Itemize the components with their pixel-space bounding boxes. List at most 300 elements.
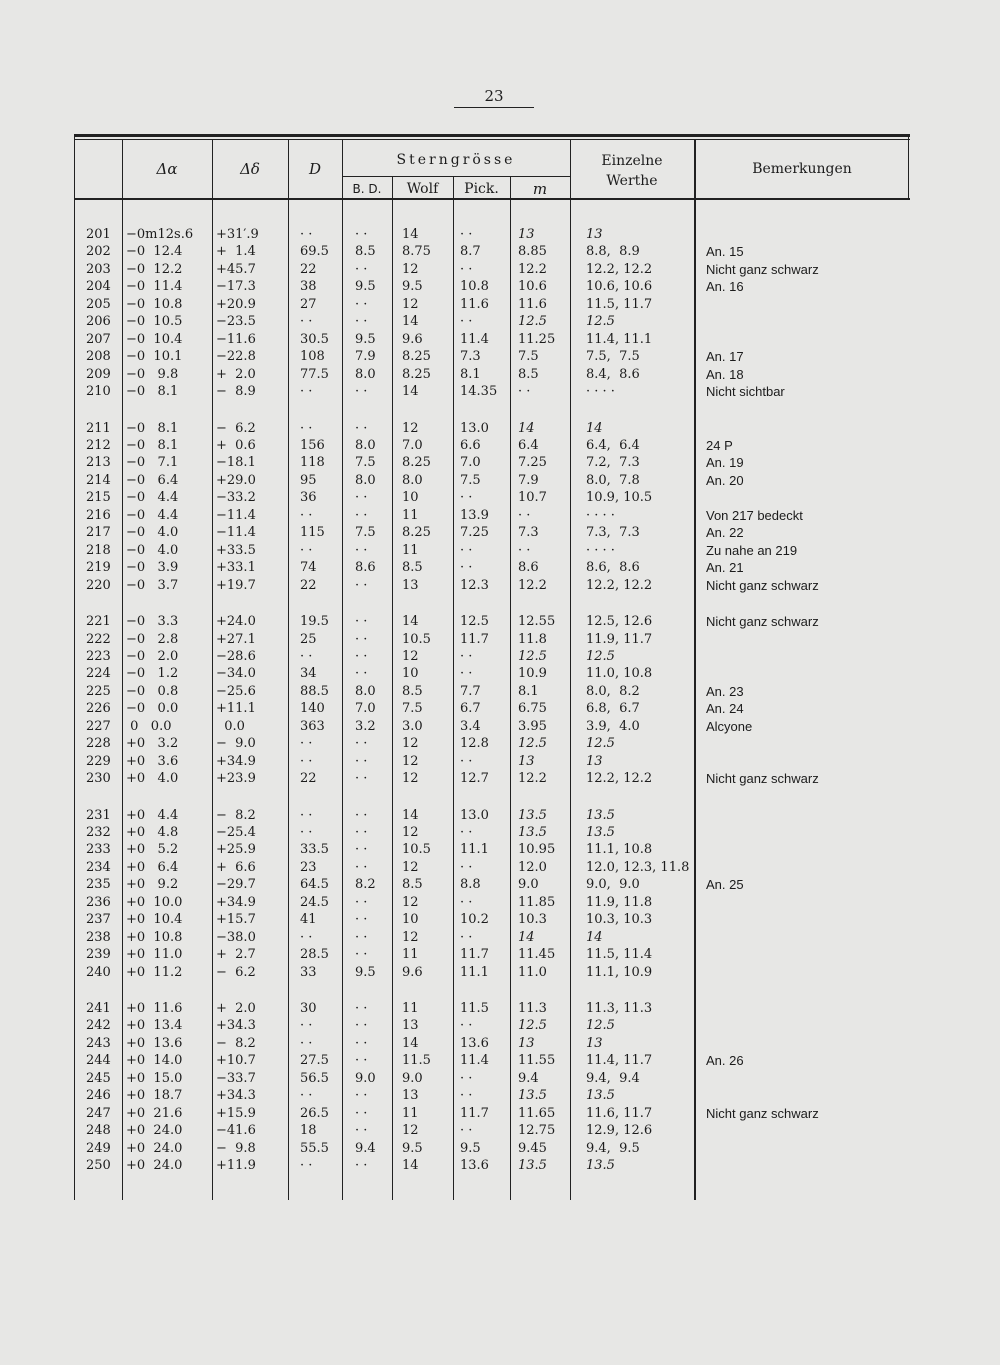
cell-mean-magnitude: 11.25	[518, 331, 556, 347]
cell-single-values: 14	[586, 929, 603, 945]
cell-row-number: 214	[86, 472, 111, 488]
cell-row-number: 235	[86, 877, 111, 893]
cell-bd-magnitude: 9.5	[355, 964, 376, 980]
cell-bd-magnitude: · ·	[355, 1105, 368, 1121]
cell-row-number: 216	[86, 507, 111, 523]
table-row	[74, 226, 910, 243]
cell-delta-delta: −33.7	[216, 1070, 256, 1086]
cell-delta-delta: −38.0	[216, 929, 256, 945]
cell-delta-delta: −11.6	[216, 331, 256, 347]
cell-wolf-magnitude: 8.5	[402, 877, 423, 893]
cell-single-values: 8.0, 7.8	[586, 472, 640, 488]
cell-bd-magnitude: · ·	[355, 490, 368, 506]
cell-wolf-magnitude: 14	[402, 384, 419, 399]
cell-pick-magnitude: · ·	[460, 261, 473, 277]
cell-distance: · ·	[300, 736, 313, 752]
table-row	[74, 348, 910, 365]
cell-pick-magnitude: 10.2	[460, 912, 489, 928]
cell-delta-delta: +34.9	[216, 894, 256, 910]
cell-distance: 18	[300, 1123, 317, 1139]
cell-distance: 34	[300, 666, 317, 682]
table-row	[74, 735, 910, 752]
cell-distance: 115	[300, 525, 325, 541]
cell-bd-magnitude: · ·	[355, 771, 368, 786]
cell-wolf-magnitude: 12	[402, 859, 419, 875]
cell-delta-alpha: +0 3.6	[126, 753, 179, 769]
cell-distance: 30.5	[300, 331, 329, 347]
header-sterngroesse: Sterngrösse	[396, 152, 516, 168]
cell-pick-magnitude: · ·	[460, 1123, 473, 1139]
cell-bd-magnitude: 9.4	[355, 1140, 376, 1156]
cell-row-number: 228	[86, 736, 111, 752]
cell-single-values: 11.5, 11.4	[586, 947, 653, 963]
cell-delta-delta: +34.9	[216, 753, 256, 769]
table-row	[74, 331, 910, 348]
cell-mean-magnitude: 13.5	[518, 824, 547, 840]
cell-wolf-magnitude: 12	[402, 824, 419, 840]
cell-pick-magnitude: · ·	[460, 753, 473, 769]
cell-single-values: 12.5	[586, 1018, 615, 1034]
cell-remark: An. 24	[706, 701, 744, 717]
table-row	[74, 313, 910, 330]
cell-single-values: 12.5	[586, 736, 615, 752]
cell-pick-magnitude: 6.7	[460, 701, 481, 717]
cell-bd-magnitude: · ·	[355, 1053, 368, 1069]
cell-bd-magnitude: · ·	[355, 894, 368, 910]
cell-wolf-magnitude: 9.6	[402, 331, 423, 347]
cell-mean-magnitude: 13	[518, 753, 535, 769]
cell-delta-alpha: −0 6.4	[126, 472, 179, 488]
cell-mean-magnitude: 11.85	[518, 894, 556, 910]
cell-bd-magnitude: 8.0	[355, 472, 376, 488]
cell-remark: Von 217 bedeckt	[706, 507, 803, 523]
cell-mean-magnitude: 13	[518, 227, 535, 242]
cell-delta-alpha: −0 12.2	[126, 261, 183, 277]
cell-distance: · ·	[300, 1088, 313, 1104]
cell-distance: 55.5	[300, 1140, 329, 1156]
cell-distance: 33	[300, 964, 317, 980]
cell-delta-delta: −22.8	[216, 349, 256, 365]
cell-delta-delta: +15.9	[216, 1105, 256, 1121]
cell-row-number: 226	[86, 701, 111, 717]
cell-bd-magnitude: 8.6	[355, 560, 376, 576]
cell-single-values: · · · ·	[586, 384, 615, 399]
table-row	[74, 507, 910, 524]
table-row	[74, 700, 910, 717]
cell-mean-magnitude: 6.75	[518, 701, 547, 717]
cell-mean-magnitude: · ·	[518, 507, 531, 523]
cell-row-number: 249	[86, 1140, 111, 1156]
cell-row-number: 219	[86, 560, 111, 576]
cell-pick-magnitude: 11.1	[460, 842, 489, 858]
cell-delta-alpha: −0 4.0	[126, 542, 179, 558]
cell-delta-delta: − 8.2	[216, 807, 256, 823]
cell-bd-magnitude: · ·	[355, 631, 368, 647]
cell-delta-alpha: +0 13.6	[126, 1035, 183, 1051]
cell-delta-alpha: +0 18.7	[126, 1088, 183, 1104]
table-row	[74, 383, 910, 400]
cell-delta-alpha: −0 1.2	[126, 666, 179, 682]
cell-pick-magnitude: 13.6	[460, 1035, 489, 1051]
cell-distance: 30	[300, 1001, 317, 1016]
cell-row-number: 202	[86, 244, 111, 260]
cell-row-number: 245	[86, 1070, 111, 1086]
cell-distance: 33.5	[300, 842, 329, 858]
cell-distance: 28.5	[300, 947, 329, 963]
table-row	[74, 946, 910, 963]
cell-delta-delta: +11.9	[216, 1158, 256, 1173]
cell-bd-magnitude: · ·	[355, 577, 368, 593]
cell-wolf-magnitude: 7.0	[402, 437, 423, 453]
cell-pick-magnitude: 11.7	[460, 1105, 489, 1121]
cell-remark: An. 23	[706, 683, 744, 699]
cell-bd-magnitude: 7.5	[355, 455, 376, 471]
cell-delta-delta: 0.0	[216, 718, 245, 734]
cell-distance: 23	[300, 859, 317, 875]
cell-single-values: 12.5, 12.6	[586, 614, 653, 629]
table-row	[74, 807, 910, 824]
cell-single-values: 11.9, 11.7	[586, 631, 653, 647]
cell-remark: Zu nahe an 219	[706, 542, 798, 558]
cell-wolf-magnitude: 12	[402, 736, 419, 752]
cell-bd-magnitude: · ·	[355, 807, 368, 823]
cell-bd-magnitude: · ·	[355, 261, 368, 277]
cell-delta-alpha: −0 0.0	[126, 701, 179, 717]
cell-single-values: · · · ·	[586, 542, 615, 558]
header-m: m	[532, 180, 548, 198]
header-werthe: Werthe	[606, 173, 658, 189]
table-row	[74, 859, 910, 876]
cell-row-number: 236	[86, 894, 111, 910]
cell-delta-alpha: +0 24.0	[126, 1123, 183, 1139]
cell-pick-magnitude: 11.4	[460, 1053, 489, 1069]
cell-single-values: 12.2, 12.2	[586, 261, 653, 277]
cell-delta-alpha: +0 4.0	[126, 771, 179, 786]
cell-wolf-magnitude: 14	[402, 1158, 419, 1173]
cell-mean-magnitude: 12.2	[518, 261, 547, 277]
cell-delta-delta: +33.5	[216, 542, 256, 558]
cell-bd-magnitude: · ·	[355, 314, 368, 330]
cell-distance: 77.5	[300, 366, 329, 382]
cell-wolf-magnitude: 8.25	[402, 525, 431, 541]
table-row	[74, 542, 910, 559]
cell-distance: 36	[300, 490, 317, 506]
cell-wolf-magnitude: 11	[402, 1105, 419, 1121]
cell-mean-magnitude: 13.5	[518, 1088, 547, 1104]
cell-distance: · ·	[300, 314, 313, 330]
table-row	[74, 1087, 910, 1104]
cell-delta-delta: −25.4	[216, 824, 256, 840]
table-row	[74, 911, 910, 928]
cell-delta-alpha: −0 2.8	[126, 631, 179, 647]
cell-bd-magnitude: · ·	[355, 859, 368, 875]
cell-distance: 24.5	[300, 894, 329, 910]
cell-delta-delta: +29.0	[216, 472, 256, 488]
cell-delta-delta: −28.6	[216, 648, 256, 664]
cell-distance: · ·	[300, 753, 313, 769]
cell-single-values: 13	[586, 753, 603, 769]
cell-delta-delta: +19.7	[216, 577, 256, 593]
cell-distance: · ·	[300, 227, 313, 242]
cell-row-number: 232	[86, 824, 111, 840]
cell-distance: 22	[300, 577, 317, 593]
cell-single-values: 9.0, 9.0	[586, 877, 640, 893]
cell-single-values: 12.2, 12.2	[586, 577, 653, 593]
col-divider	[908, 134, 909, 200]
cell-bd-magnitude: 8.2	[355, 877, 376, 893]
cell-row-number: 206	[86, 314, 111, 330]
cell-delta-alpha: −0 8.1	[126, 384, 179, 399]
cell-pick-magnitude: 13.9	[460, 507, 489, 523]
cell-single-values: 11.5, 11.7	[586, 296, 653, 312]
cell-distance: 38	[300, 279, 317, 295]
table-row	[74, 770, 910, 787]
cell-delta-delta: +34.3	[216, 1018, 256, 1034]
cell-pick-magnitude: 7.0	[460, 455, 481, 471]
cell-delta-alpha: +0 13.4	[126, 1018, 183, 1034]
cell-pick-magnitude: 3.4	[460, 718, 481, 734]
cell-distance: 26.5	[300, 1105, 329, 1121]
cell-pick-magnitude: · ·	[460, 227, 473, 242]
cell-delta-alpha: −0 8.1	[126, 437, 179, 453]
cell-distance: 69.5	[300, 244, 329, 260]
cell-delta-alpha: −0 10.8	[126, 296, 183, 312]
cell-wolf-magnitude: 9.0	[402, 1070, 423, 1086]
cell-pick-magnitude: · ·	[460, 1070, 473, 1086]
cell-row-number: 210	[86, 384, 111, 399]
table-row	[74, 261, 910, 278]
cell-pick-magnitude: 8.1	[460, 366, 481, 382]
cell-delta-alpha: +0 24.0	[126, 1158, 183, 1173]
cell-pick-magnitude: · ·	[460, 314, 473, 330]
cell-delta-delta: −33.2	[216, 490, 256, 506]
cell-distance: 64.5	[300, 877, 329, 893]
cell-row-number: 229	[86, 753, 111, 769]
table-row	[74, 1140, 910, 1157]
cell-mean-magnitude: 12.5	[518, 1018, 547, 1034]
header-distance: D	[308, 160, 322, 178]
cell-bd-magnitude: 8.0	[355, 437, 376, 453]
cell-delta-alpha: −0 11.4	[126, 279, 183, 295]
cell-remark: Nicht ganz schwarz	[706, 771, 819, 786]
cell-row-number: 222	[86, 631, 111, 647]
cell-pick-magnitude: 8.8	[460, 877, 481, 893]
cell-row-number: 246	[86, 1088, 111, 1104]
table-row	[74, 824, 910, 841]
table-row	[74, 577, 910, 594]
cell-distance: · ·	[300, 807, 313, 823]
table-row	[74, 683, 910, 700]
table-row	[74, 648, 910, 665]
cell-wolf-magnitude: 8.25	[402, 455, 431, 471]
cell-delta-alpha: −0 10.5	[126, 314, 183, 330]
cell-wolf-magnitude: 12	[402, 296, 419, 312]
cell-delta-delta: + 2.7	[216, 947, 256, 963]
cell-delta-delta: +25.9	[216, 842, 256, 858]
cell-bd-magnitude: 7.0	[355, 701, 376, 717]
cell-distance: 74	[300, 560, 317, 576]
cell-distance: · ·	[300, 542, 313, 558]
cell-mean-magnitude: · ·	[518, 542, 531, 558]
cell-mean-magnitude: 14	[518, 929, 535, 945]
cell-wolf-magnitude: 11.5	[402, 1053, 431, 1069]
cell-row-number: 233	[86, 842, 111, 858]
cell-wolf-magnitude: 8.75	[402, 244, 431, 260]
cell-delta-alpha: 0 0.0	[126, 718, 172, 734]
cell-delta-alpha: −0 7.1	[126, 455, 179, 471]
cell-row-number: 207	[86, 331, 111, 347]
cell-wolf-magnitude: 12	[402, 753, 419, 769]
cell-bd-magnitude: · ·	[355, 296, 368, 312]
cell-bd-magnitude: 9.5	[355, 331, 376, 347]
cell-wolf-magnitude: 14	[402, 314, 419, 330]
page-number: 23	[454, 86, 534, 108]
cell-delta-delta: + 2.0	[216, 1001, 256, 1016]
cell-single-values: · · · ·	[586, 507, 615, 523]
cell-distance: · ·	[300, 824, 313, 840]
cell-bd-magnitude: · ·	[355, 912, 368, 928]
cell-mean-magnitude: 11.65	[518, 1105, 556, 1121]
cell-mean-magnitude: 11.55	[518, 1053, 556, 1069]
cell-single-values: 13	[586, 1035, 603, 1051]
cell-wolf-magnitude: 12	[402, 1123, 419, 1139]
cell-mean-magnitude: 8.1	[518, 683, 539, 699]
header-pick: Pick.	[464, 181, 499, 197]
cell-wolf-magnitude: 14	[402, 807, 419, 823]
cell-wolf-magnitude: 10.5	[402, 842, 431, 858]
cell-delta-delta: + 1.4	[216, 244, 256, 260]
cell-pick-magnitude: 12.7	[460, 771, 489, 786]
cell-single-values: 13.5	[586, 1158, 615, 1173]
cell-bd-magnitude: 8.0	[355, 366, 376, 382]
cell-wolf-magnitude: 8.5	[402, 683, 423, 699]
cell-mean-magnitude: 11.6	[518, 296, 547, 312]
cell-distance: 156	[300, 437, 325, 453]
cell-single-values: 3.9, 4.0	[586, 718, 640, 734]
cell-mean-magnitude: 8.6	[518, 560, 539, 576]
cell-bd-magnitude: · ·	[355, 1001, 368, 1016]
cell-distance: 41	[300, 912, 317, 928]
cell-single-values: 12.0, 12.3, 11.8	[586, 859, 690, 875]
table-row	[74, 524, 910, 541]
cell-mean-magnitude: 13.5	[518, 807, 547, 823]
cell-row-number: 223	[86, 648, 111, 664]
cell-row-number: 239	[86, 947, 111, 963]
cell-bd-magnitude: 9.0	[355, 1070, 376, 1086]
table-row	[74, 472, 910, 489]
cell-mean-magnitude: 11.3	[518, 1001, 547, 1016]
cell-bd-magnitude: · ·	[355, 507, 368, 523]
cell-pick-magnitude: 12.8	[460, 736, 489, 752]
cell-pick-magnitude: · ·	[460, 1088, 473, 1104]
cell-wolf-magnitude: 9.5	[402, 1140, 423, 1156]
cell-remark: An. 15	[706, 244, 744, 260]
cell-row-number: 220	[86, 577, 111, 593]
cell-distance: · ·	[300, 420, 313, 436]
cell-delta-alpha: +0 10.0	[126, 894, 183, 910]
table-row	[74, 753, 910, 770]
cell-pick-magnitude: 11.7	[460, 631, 489, 647]
cell-distance: 27.5	[300, 1053, 329, 1069]
cell-bd-magnitude: 7.9	[355, 349, 376, 365]
cell-remark: Nicht sichtbar	[706, 384, 785, 399]
cell-wolf-magnitude: 9.5	[402, 279, 423, 295]
cell-wolf-magnitude: 11	[402, 947, 419, 963]
cell-row-number: 247	[86, 1105, 111, 1121]
cell-pick-magnitude: 8.7	[460, 244, 481, 260]
cell-bd-magnitude: · ·	[355, 1158, 368, 1173]
cell-bd-magnitude: · ·	[355, 842, 368, 858]
cell-wolf-magnitude: 11	[402, 507, 419, 523]
cell-delta-alpha: +0 21.6	[126, 1105, 183, 1121]
cell-single-values: 8.8, 8.9	[586, 244, 640, 260]
cell-mean-magnitude: 8.5	[518, 366, 539, 382]
cell-row-number: 218	[86, 542, 111, 558]
cell-delta-delta: −11.4	[216, 507, 256, 523]
cell-pick-magnitude: 7.3	[460, 349, 481, 365]
cell-delta-delta: −18.1	[216, 455, 256, 471]
cell-distance: 140	[300, 701, 325, 717]
cell-pick-magnitude: 13.6	[460, 1158, 489, 1173]
cell-delta-alpha: +0 6.4	[126, 859, 179, 875]
cell-bd-magnitude: · ·	[355, 648, 368, 664]
cell-delta-delta: +31′.9	[216, 227, 259, 242]
cell-delta-alpha: +0 5.2	[126, 842, 179, 858]
cell-pick-magnitude: · ·	[460, 648, 473, 664]
cell-delta-delta: +45.7	[216, 261, 256, 277]
cell-wolf-magnitude: 14	[402, 227, 419, 242]
cell-row-number: 231	[86, 807, 111, 823]
cell-single-values: 6.4, 6.4	[586, 437, 640, 453]
cell-distance: 363	[300, 718, 325, 734]
cell-distance: · ·	[300, 384, 313, 399]
cell-delta-alpha: +0 14.0	[126, 1053, 183, 1069]
cell-pick-magnitude: 10.8	[460, 279, 489, 295]
cell-delta-alpha: +0 4.4	[126, 807, 179, 823]
cell-delta-delta: + 6.6	[216, 859, 256, 875]
cell-row-number: 238	[86, 929, 111, 945]
cell-mean-magnitude: 9.4	[518, 1070, 539, 1086]
table-row	[74, 454, 910, 471]
cell-bd-magnitude: · ·	[355, 1035, 368, 1051]
table-row	[74, 366, 910, 383]
cell-distance: · ·	[300, 1018, 313, 1034]
cell-single-values: 10.6, 10.6	[586, 279, 653, 295]
cell-distance: 118	[300, 455, 325, 471]
cell-delta-alpha: −0 12.4	[126, 244, 183, 260]
cell-mean-magnitude: 12.5	[518, 648, 547, 664]
cell-bd-magnitude: · ·	[355, 1018, 368, 1034]
cell-distance: 56.5	[300, 1070, 329, 1086]
cell-pick-magnitude: 6.6	[460, 437, 481, 453]
cell-distance: · ·	[300, 1035, 313, 1051]
cell-distance: 108	[300, 349, 325, 365]
cell-distance: · ·	[300, 507, 313, 523]
cell-mean-magnitude: 12.0	[518, 859, 547, 875]
header-rule	[74, 198, 910, 200]
cell-delta-delta: +11.1	[216, 701, 256, 717]
cell-mean-magnitude: 10.3	[518, 912, 547, 928]
cell-bd-magnitude: 8.0	[355, 683, 376, 699]
cell-mean-magnitude: 12.2	[518, 771, 547, 786]
cell-pick-magnitude: · ·	[460, 560, 473, 576]
cell-row-number: 204	[86, 279, 111, 295]
cell-delta-delta: −29.7	[216, 877, 256, 893]
table-row	[74, 841, 910, 858]
cell-delta-delta: + 0.6	[216, 437, 256, 453]
cell-single-values: 10.9, 10.5	[586, 490, 653, 506]
table-row	[74, 894, 910, 911]
